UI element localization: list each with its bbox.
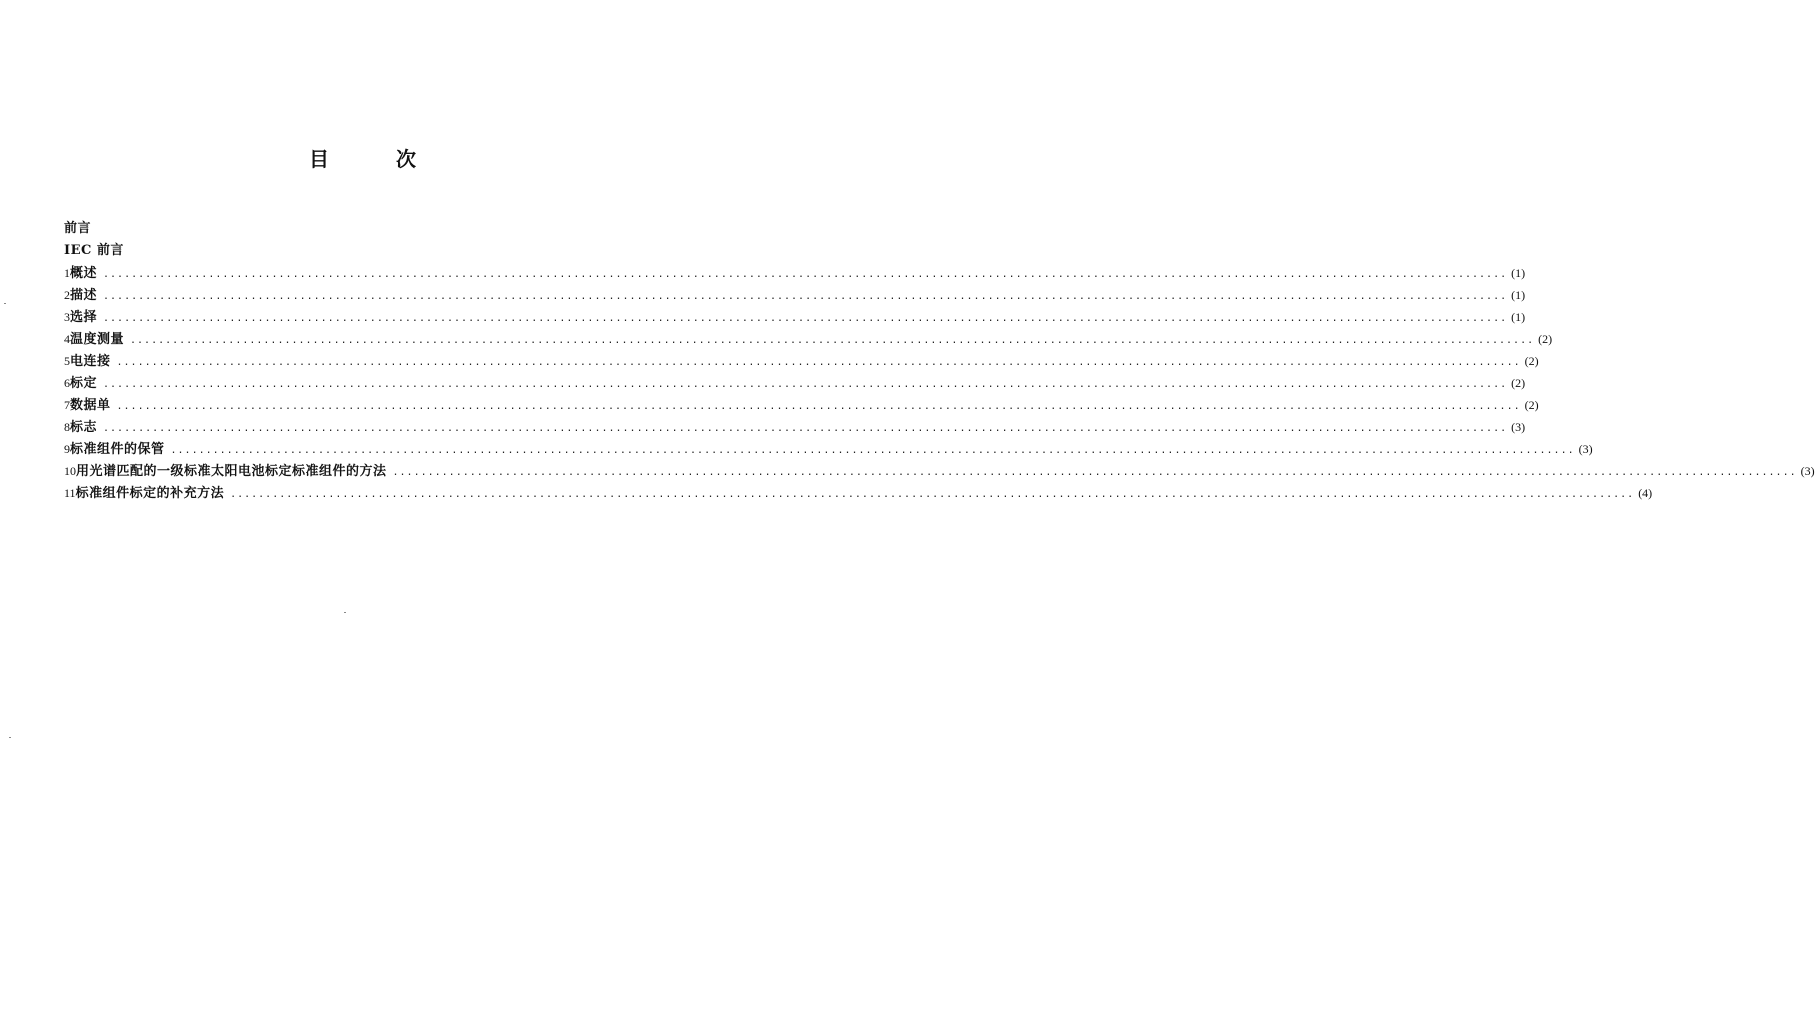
toc-entry-number: 11 <box>64 486 76 500</box>
toc-entry-number: 6 <box>64 376 70 390</box>
toc-entry-number: 1 <box>64 266 70 280</box>
toc-preface <box>64 218 664 240</box>
toc-leader-dots: ........................................................................................................................................................................................................ <box>103 423 1508 434</box>
toc-leader-dots: ........................................................................................................................................................................................................ <box>170 445 1575 456</box>
toc-entry <box>64 482 1653 504</box>
toc-entry-number: 8 <box>64 420 70 434</box>
toc-entry-page: (3) <box>1800 464 1815 478</box>
toc-entry-label: 描述 <box>70 288 98 303</box>
toc-entry <box>64 284 1526 306</box>
toc-entry-page: (2) <box>1511 376 1526 390</box>
toc-entry-label: 标定 <box>70 376 98 391</box>
toc-entry-number: 3 <box>64 310 70 324</box>
toc-entry-page: (1) <box>1511 266 1526 280</box>
toc-entry-label: 选择 <box>70 310 98 325</box>
toc-entry <box>64 438 1593 460</box>
toc-entry-label: 用光谱匹配的一级标准太阳电池标定标准组件的方法 <box>76 464 387 479</box>
toc-leader-dots: ........................................................................................................................................................................................................ <box>103 313 1508 324</box>
toc-entry-number: 5 <box>64 354 70 368</box>
page-title <box>0 146 703 172</box>
toc-entry <box>64 350 1539 372</box>
title-char-2: 次 <box>396 147 416 171</box>
toc-entry-label: 概述 <box>70 266 98 281</box>
toc-entry <box>64 262 1526 284</box>
toc-entry-page: (1) <box>1511 310 1526 324</box>
scan-speck <box>344 612 346 613</box>
toc-entry-label: 标准组件标定的补充方法 <box>75 486 225 501</box>
toc-entry-number: 4 <box>64 332 70 346</box>
toc-leader-dots: ........................................................................................................................................................................................................ <box>392 467 1797 478</box>
toc-entry-page: (3) <box>1511 420 1526 434</box>
toc-entry <box>64 372 1526 394</box>
toc-entry-page: (3) <box>1578 442 1593 456</box>
toc-entry-number: 10 <box>64 464 76 478</box>
toc-entry-label: 标准组件的保管 <box>70 442 165 457</box>
toc-entry-page: (1) <box>1511 288 1526 302</box>
toc-leader-dots: ........................................................................................................................................................................................................ <box>130 335 1535 346</box>
toc-iec-preface-label: IEC 前言 <box>64 243 124 258</box>
title-char-1: 目 <box>309 147 329 171</box>
toc-entry-label: 温度测量 <box>70 332 125 347</box>
toc-entry-number: 7 <box>64 398 70 412</box>
table-of-contents <box>64 218 1815 504</box>
toc-iec-preface <box>64 240 664 262</box>
toc-leader-dots: ........................................................................................................................................................................................................ <box>230 489 1635 500</box>
toc-leader-dots: ........................................................................................................................................................................................................ <box>116 357 1521 368</box>
toc-leader-dots: ........................................................................................................................................................................................................ <box>116 401 1521 412</box>
toc-entry <box>64 460 1815 482</box>
toc-entry-label: 电连接 <box>70 354 111 369</box>
toc-preface-label: 前言 <box>64 221 92 236</box>
toc-entry-number: 2 <box>64 288 70 302</box>
toc-leader-dots: ........................................................................................................................................................................................................ <box>103 291 1508 302</box>
toc-entry-number: 9 <box>64 442 70 456</box>
scan-speck <box>9 737 11 738</box>
toc-entry-page: (2) <box>1524 354 1539 368</box>
toc-entry <box>64 416 1526 438</box>
toc-entry <box>64 306 1526 328</box>
toc-leader-dots: ........................................................................................................................................................................................................ <box>103 269 1508 280</box>
toc-entry-label: 数据单 <box>70 398 111 413</box>
toc-entry <box>64 328 1553 350</box>
toc-entry-page: (4) <box>1638 486 1653 500</box>
toc-entry-page: (2) <box>1524 398 1539 412</box>
toc-entry-label: 标志 <box>70 420 98 435</box>
toc-leader-dots: ........................................................................................................................................................................................................ <box>103 379 1508 390</box>
scan-speck <box>4 303 6 304</box>
toc-entry-page: (2) <box>1538 332 1553 346</box>
toc-entry <box>64 394 1539 416</box>
